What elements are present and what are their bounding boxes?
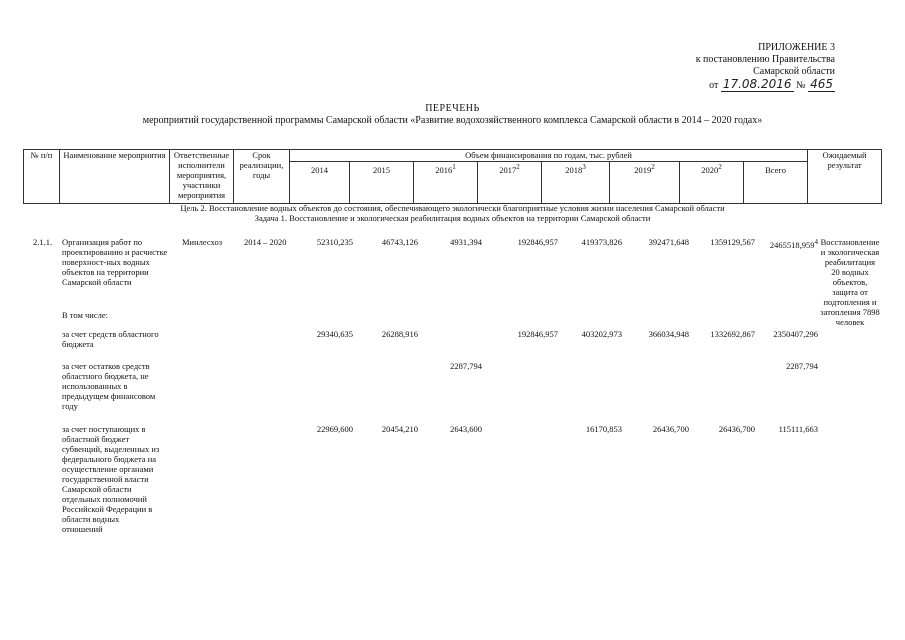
goal-line: Цель 2. Восстановление водных объектов до состояния, обеспечивающего экологически благоприятные условия жизни населения Самарской области [180,203,725,213]
responsible-executor: Минлесхоз [182,237,223,247]
number-value: 465 [810,77,833,91]
main-total: 2465518,959$^4$ [769,238,818,250]
regional-2019: 366034,948 [648,329,689,339]
federal-2014: 22969,600 [316,424,353,434]
remains-total: 2287,794 [786,361,818,371]
including-label: В том числе: [62,310,108,320]
remains-2016: 2287,794 [450,361,482,371]
funding-table-header [23,149,882,204]
year-header: 2018$^3$ [542,162,610,204]
expected-result: Восстановление и экологическая реабилитация 20 водных объектов, защита от подтопления и затопления 7898 человек [820,237,880,327]
row-number: 2.1.1. [33,237,53,247]
appendix-title: ПРИЛОЖЕНИЕ 3 [758,42,835,53]
col-header-name: Наименование мероприятия [60,150,170,204]
appendix-line-3: Самарской области [753,66,835,77]
appendix-line-2: к постановлению Правительства [695,54,835,65]
main-2020: 1359129,567 [710,237,755,247]
date-prefix: от [709,80,719,91]
col-header-funding: Объем финансирования по годам, тыс. рублей [290,150,808,162]
main-2015: 46743,126 [381,237,418,247]
year-header-total: Всего [744,162,808,204]
federal-2016: 2643,600 [450,424,482,434]
decree-date-number [665,78,835,92]
implementation-term: 2014 – 2020 [244,237,287,247]
regional-2020: 1332692,867 [710,329,755,339]
title-main: ПЕРЕЧЕНЬ [425,103,480,114]
federal-total: 115111,663 [778,424,818,434]
year-header: 2016$^1$ [414,162,478,204]
number-prefix: № [796,80,806,91]
date-value: 17.08.2016 [722,77,792,91]
year-header: 2019$^2$ [610,162,680,204]
federal-2018: 16170,853 [585,424,622,434]
regional-2017: 192846,957 [517,329,558,339]
task-line: Задача 1. Восстановление и экологическая реабилитация водных объектов на территории Самарской области [254,213,651,223]
federal-2015: 20454,210 [381,424,418,434]
col-header-result: Ожидаемый результат [808,150,882,204]
goal-task-block [0,203,905,223]
year-header: 2014 [290,162,350,204]
regional-2018: 403202,973 [581,329,622,339]
col-header-num: № п/п [24,150,60,204]
main-2014: 52310,235 [316,237,353,247]
regional-2015: 26288,916 [381,329,418,339]
main-2018: 419373,826 [581,237,622,247]
main-2017: 192846,957 [517,237,558,247]
col-header-responsible: Ответственные исполнители мероприятия, участники мероприятия [170,150,234,204]
main-2016: 4931,394 [450,237,482,247]
federal-budget-label: за счет поступающих в областной бюджет субвенций, выделенных из федерального бюджета на осуществление органами государственной власти Самарской области отдельных полномочий Российской Федерации в области водных отношений [62,424,160,534]
regional-budget-label: за счет средств областного бюджета [62,329,159,349]
federal-2019: 26436,700 [652,424,689,434]
remains-budget-label: за счет остатков средств областного бюджета, не использованных в предыдущем финансовом году [62,361,156,411]
title-subtitle: мероприятий государственной программы Самарской области «Развитие водохозяйственного комплекса Самарской области в 2014 – 2020 годах» [142,115,763,126]
appendix-block [665,42,835,92]
regional-total: 2350407,296 [773,329,818,339]
year-header: 2020$^2$ [680,162,744,204]
col-header-term: Срок реализации, годы [234,150,290,204]
federal-2020: 26436,700 [718,424,755,434]
year-header: 2017$^2$ [478,162,542,204]
main-2019: 392471,648 [648,237,689,247]
activity-name: Организация работ по проектированию и расчистке поверхност-ных водных объектов на территории Самарской области [62,237,168,287]
document-title [0,103,905,127]
year-header: 2015 [350,162,414,204]
regional-2014: 29340,635 [316,329,353,339]
